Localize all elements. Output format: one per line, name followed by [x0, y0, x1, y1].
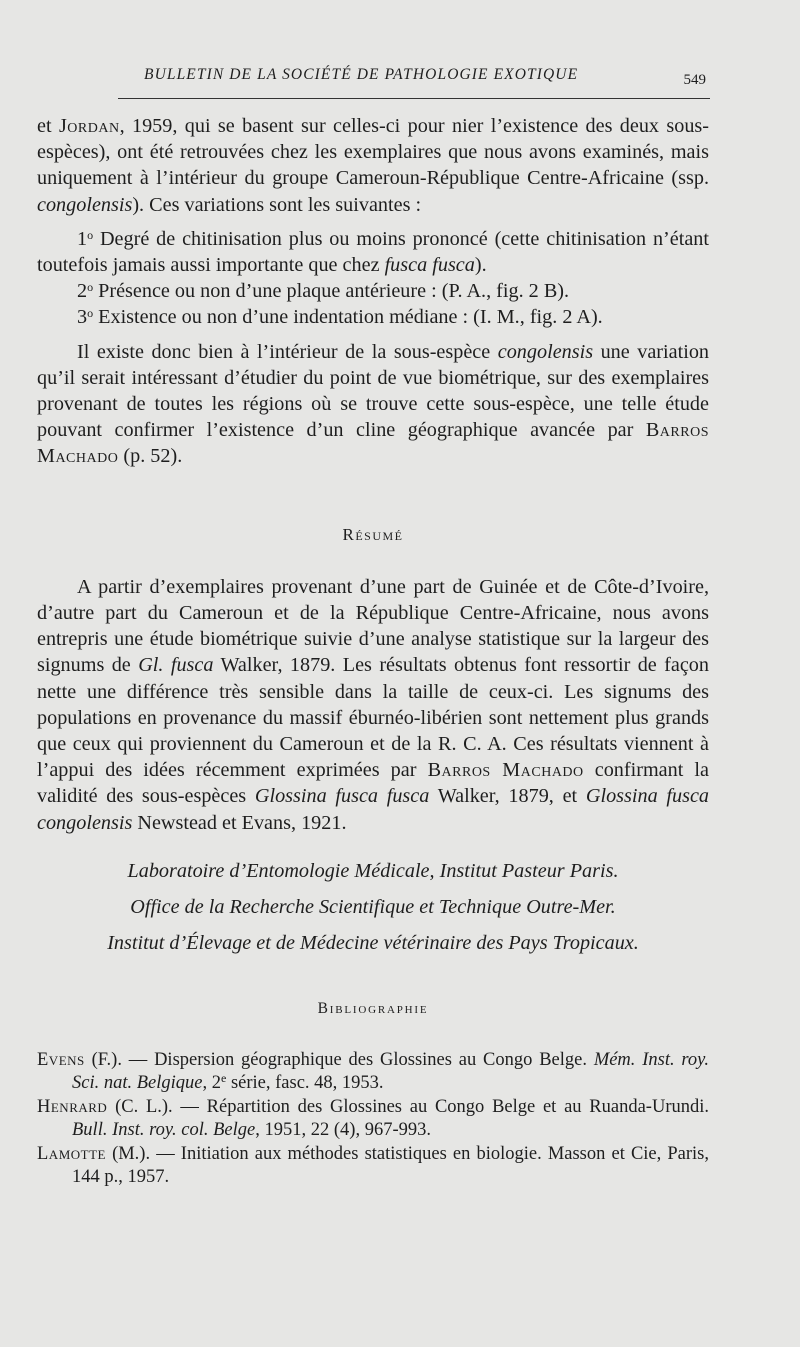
paragraph-cline	[37, 339, 709, 470]
text-run: Il existe donc bien à l’intérieur de la sous-espèce	[77, 340, 498, 363]
text-run: A partir d’exemplaires provenant d’une part de Guinée et de Côte-d’Ivoire, d’autre part du Cameroun et de la République Centre-Africaine, nous avons entrepris une étude biométrique suivie d’une analyse statistique sur la largeur des signums de	[37, 575, 709, 677]
resume-heading: Résumé	[342, 524, 404, 544]
italic-term: congolensis	[37, 193, 133, 216]
item-number: 1	[77, 227, 88, 250]
text-run: , 1951, 22 (4), 967-993.	[255, 1120, 431, 1141]
author-name: Barros Machado	[37, 419, 709, 468]
body-text	[37, 113, 709, 1190]
ordinal-marker: o	[87, 227, 94, 242]
italic-term: Gl. fusca	[138, 654, 214, 677]
affiliation-line: Laboratoire d’Entomologie Médicale, Institut Pasteur Paris.	[127, 859, 619, 882]
text-run: (C. L.). — Répartition des Glossines au Congo Belge et au Ruanda-Urundi.	[107, 1096, 709, 1117]
list-item-2	[37, 278, 709, 304]
item-number: 3	[77, 306, 88, 329]
journal-title: Mém. Inst. roy. Sci. nat. Belgique	[72, 1049, 710, 1094]
resume-paragraph	[37, 574, 709, 836]
text-run: Degré de chitinisation plus ou moins prononcé (cette chitinisation n’étant toutefois jamais aussi importante que chez	[37, 227, 709, 277]
italic-term: congolensis	[497, 340, 594, 363]
reference-author: Evens	[37, 1049, 85, 1070]
text-run: confirmant la validité des sous-espèces	[37, 759, 709, 808]
ordinal-marker: o	[87, 280, 94, 295]
text-run: une variation qu’il serait intéressant d’étudier du point de vue biométrique, sur des exemplaires provenant de toutes les régions où se trouve cette sous-espèce, une telle étude pouvant confirmer l’existence d’un cline géographique avancée par	[37, 340, 710, 442]
page-number: 549	[683, 72, 706, 88]
bibliography-heading: Bibliographie	[317, 1000, 429, 1018]
reference-author: Lamotte	[37, 1143, 106, 1164]
italic-term: Glossina fusca congolensis	[37, 785, 709, 834]
text-run: Walker, 1879. Les résultats obtenus font ressortir de façon nette une différence très sensible dans la taille de ceux-ci. Les signums des populations en provenance du massif éburnéo-libérien sont nettement plus grands que ceux qui proviennent du Cameroun et de la R. C. A. Ces résultats viennent à l’appui des idées récemment exprimées par	[37, 654, 709, 782]
italic-term: Glossina fusca fusca	[254, 785, 430, 808]
paragraph-continuation	[37, 113, 709, 218]
text-run: Existence ou non d’une indentation médiane : (I. M., fig. 2 A).	[93, 306, 603, 329]
list-item-1	[37, 226, 709, 278]
running-header	[118, 64, 710, 99]
reference-entry	[37, 1049, 709, 1096]
text-run: ). Ces variations sont les suivantes :	[132, 193, 422, 216]
author-name: Barros Machado	[427, 759, 584, 782]
affiliation-line: Institut d’Élevage et de Médecine vétérinaire des Pays Tropicaux.	[107, 932, 639, 955]
text-run: Présence ou non d’une plaque antérieure : (P. A., fig. 2 B).	[93, 280, 570, 303]
ordinal-marker: o	[87, 306, 94, 321]
list-item-3	[37, 304, 709, 330]
text-run: , 1959, qui se basent sur celles-ci pour nier l’existence des deux sous-espèces), ont été retrouvées chez les exemplaires que nous avons examinés, mais uniquement à l’intérieur du groupe Cameroun-République Centre-Africaine (ssp.	[37, 115, 710, 190]
affiliations	[37, 858, 709, 957]
reference-entry	[37, 1143, 709, 1190]
text-run: ).	[474, 254, 487, 277]
text-run: et	[37, 115, 59, 137]
running-title: BULLETIN DE LA SOCIÉTÉ DE PATHOLOGIE EXOTIQUE	[144, 66, 579, 83]
text-run: (M.). — Initiation aux méthodes statistiques en biologie. Masson et Cie, Paris, 144 p., 1957.	[72, 1143, 709, 1188]
ordinal-marker: e	[221, 1071, 227, 1086]
text-run: Newstead et Evans, 1921.	[132, 811, 347, 834]
text-run: Walker, 1879, et	[429, 785, 586, 808]
text-run: (p. 52).	[118, 445, 183, 468]
reference-author: Henrard	[37, 1096, 108, 1117]
text-run: (F.). — Dispersion géographique des Glossines au Congo Belge.	[84, 1049, 594, 1070]
affiliation-line: Office de la Recherche Scientifique et Technique Outre-Mer.	[130, 896, 616, 919]
author-name: Jordan	[58, 115, 120, 137]
reference-entry	[37, 1096, 709, 1143]
bibliography-list	[37, 1049, 709, 1190]
text-run: série, fasc. 48, 1953.	[226, 1073, 384, 1094]
text-run: , 2	[202, 1073, 221, 1094]
item-number: 2	[77, 280, 88, 303]
journal-title: Bull. Inst. roy. col. Belge	[72, 1120, 256, 1141]
italic-term: fusca fusca	[384, 254, 475, 277]
